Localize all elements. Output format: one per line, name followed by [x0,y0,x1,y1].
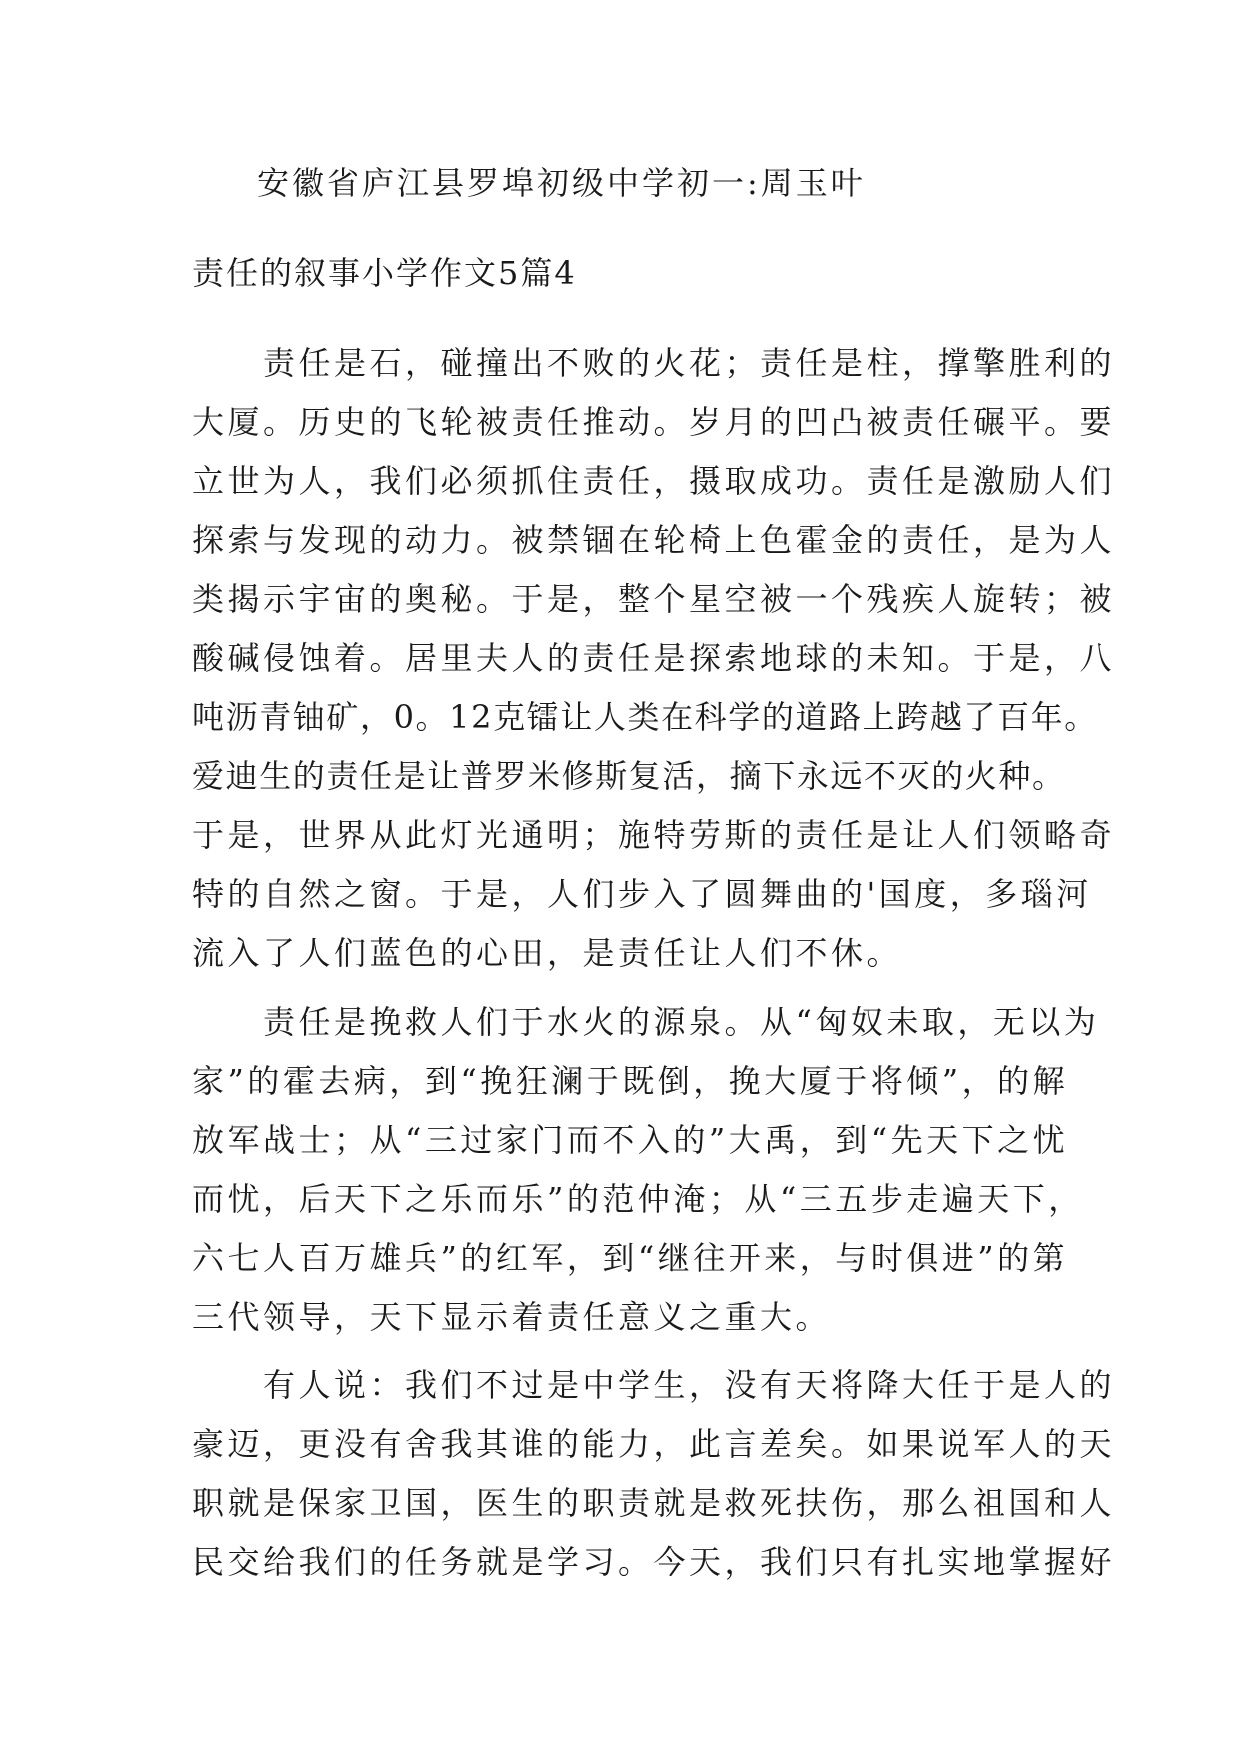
paragraph-line: 特的自然之窗。于是，人们步入了圆舞曲的'国度，多瑙河 [192,875,1092,913]
paragraph-line: 流入了人们蓝色的心田，是责任让人们不休。 [192,934,903,972]
paragraph-line: 放军战士；从“三过家门而不入的”大禹，到“先天下之忧 [192,1121,1069,1159]
paragraph-line: 家”的霍去病，到“挽狂澜于既倒，挽大厦于将倾”，的解 [192,1062,1069,1100]
paragraph-line: 责任是挽救人们于水火的源泉。从“匈奴未取，无以为 [192,1003,1100,1041]
paragraph-line: 有人说：我们不过是中学生，没有天将降大任于是人的 [192,1366,1116,1404]
paragraph-line: 立世为人，我们必须抓住责任，摄取成功。责任是激励人们 [192,462,1116,500]
paragraph-line: 探索与发现的动力。被禁锢在轮椅上色霍金的责任，是为人 [192,521,1116,559]
paragraph-line: 类揭示宇宙的奥秘。于是，整个星空被一个残疾人旋转；被 [192,580,1116,618]
paragraph-line: 而忧，后天下之乐而乐”的范仲淹；从“三五步走遍天下， [192,1180,1084,1218]
paragraph-line: 责任是石，碰撞出不败的火花；责任是柱，撑擎胜利的 [192,344,1116,382]
paragraph-line: 职就是保家卫国，医生的职责就是救死扶伤，那么祖国和人 [192,1484,1116,1522]
essay-heading: 责任的叙事小学作文5篇4 [192,254,577,292]
paragraph-line: 爱迪生的责任是让普罗米修斯复活，摘下永远不灭的火种。 [192,757,1066,795]
paragraph-line: 于是，世界从此灯光通明；施特劳斯的责任是让人们领略奇 [192,816,1116,854]
paragraph-line: 吨沥青铀矿，0。12克镭让人类在科学的道路上跨越了百年。 [192,698,1098,736]
paragraph-line: 民交给我们的任务就是学习。今天，我们只有扎实地掌握好 [192,1543,1116,1581]
paragraph-line: 豪迈，更没有舍我其谁的能力，此言差矣。如果说军人的天 [192,1425,1116,1463]
author-line: 安徽省庐江县罗埠初级中学初一:周玉叶 [257,164,866,202]
paragraph-line: 大厦。历史的飞轮被责任推动。岁月的凹凸被责任碾平。要 [192,403,1116,441]
paragraph-line: 六七人百万雄兵”的红军，到“继往开来，与时俱进”的第 [192,1239,1069,1277]
paragraph-line: 酸碱侵蚀着。居里夫人的责任是探索地球的未知。于是，八 [192,639,1116,677]
paragraph-line: 三代领导，天下显示着责任意义之重大。 [192,1298,832,1336]
